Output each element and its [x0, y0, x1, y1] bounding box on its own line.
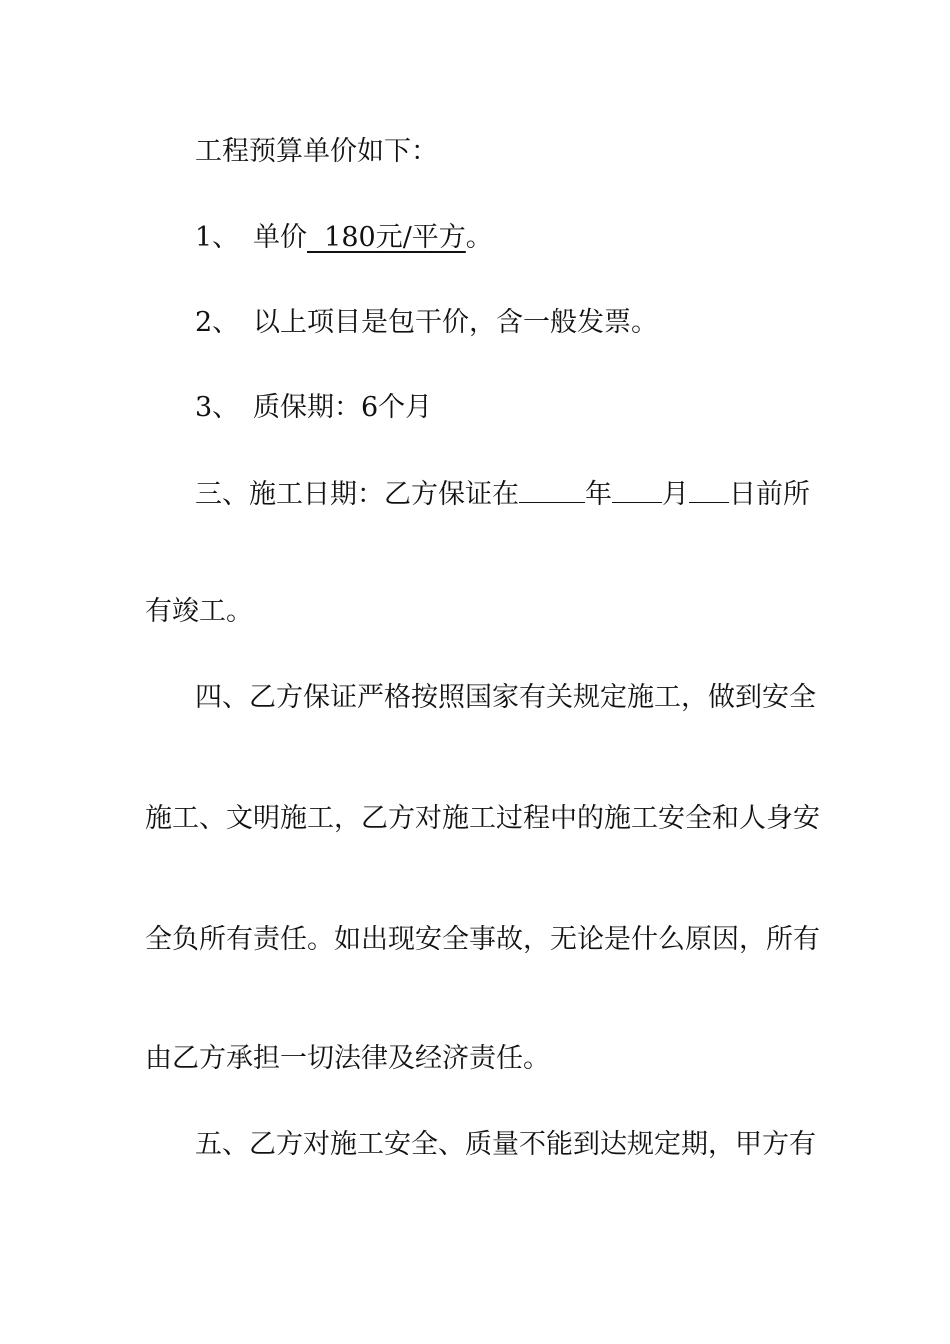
clause-4-line-4: 由乙方承担一切法律及经济责任。: [145, 1043, 550, 1074]
item-2: [195, 305, 658, 341]
item-1-suffix: 。: [465, 222, 493, 253]
item-3: [195, 390, 432, 426]
clause-3-text: 三、施工日期：乙方保证在: [195, 479, 519, 510]
clause-4-line-2: 施工、文明施工，乙方对施工过程中的施工安全和人身安: [145, 803, 820, 834]
item-1: [195, 220, 493, 256]
year-label: 年: [585, 479, 612, 510]
clause-4-line-3: 全负所有责任。如出现安全事故，无论是什么原因，所有: [145, 924, 820, 955]
item-2-number: 2、: [195, 307, 240, 338]
item-1-number: 1、: [195, 222, 240, 253]
item-3-text: 质保期：6个月: [253, 392, 433, 423]
item-1-prefix: 单价: [253, 222, 307, 253]
month-label: 月: [662, 479, 689, 510]
day-blank: [689, 476, 729, 503]
day-label: 日前所: [729, 479, 810, 510]
clause-3-line-1: [195, 476, 810, 513]
item-1-price: 180元/平方: [307, 222, 466, 253]
clause-5-line-1: 五、乙方对施工安全、质量不能到达规定期，甲方有: [195, 1129, 816, 1160]
clause-3-line-2: 有竣工。: [145, 596, 253, 627]
month-blank: [612, 476, 662, 503]
item-2-text: 以上项目是包干价，含一般发票。: [253, 307, 658, 338]
item-3-number: 3、: [195, 392, 240, 423]
year-blank: [519, 476, 585, 503]
clause-4-line-1: 四、乙方保证严格按照国家有关规定施工，做到安全: [195, 682, 816, 713]
intro-line: 工程预算单价如下：: [195, 136, 438, 167]
